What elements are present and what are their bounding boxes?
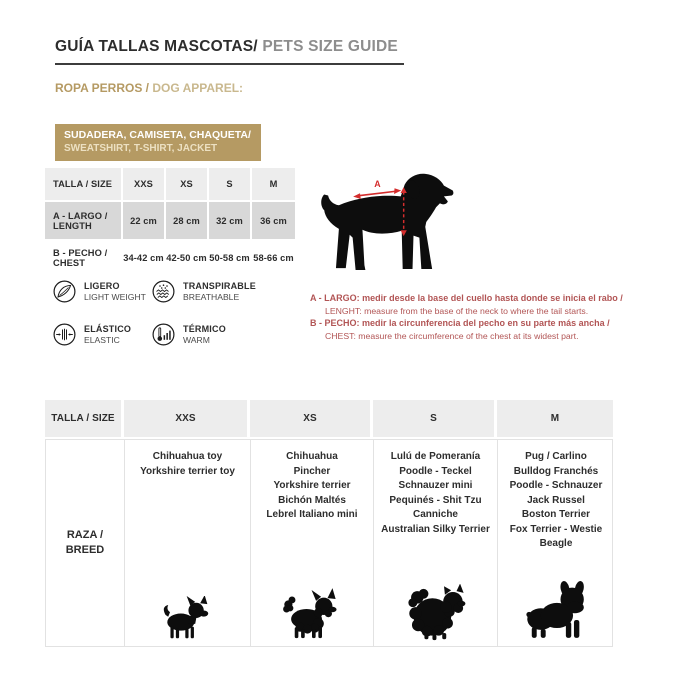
- feature-name-en: ELASTIC: [84, 334, 120, 345]
- feature-breathable: [152, 280, 256, 303]
- breed-name: Jack Russel: [527, 494, 585, 506]
- breed-list-s: [381, 450, 490, 537]
- section-subtitle: [55, 81, 243, 95]
- subtitle-spanish: ROPA PERROS /: [55, 81, 153, 95]
- size-table-chest-row: [45, 241, 295, 274]
- dog-image-holder: [403, 584, 469, 641]
- dog-measurement-silhouette: [314, 166, 459, 272]
- length-value: 22 cm: [123, 202, 166, 239]
- chest-value: 58-66 cm: [252, 241, 295, 274]
- chest-row-label: B - PECHO / CHEST: [45, 241, 123, 274]
- feature-lightweight: [53, 280, 146, 303]
- feature-name-en: WARM: [183, 334, 210, 345]
- french-bulldog-silhouette: [521, 581, 591, 641]
- raza-label: RAZA /: [66, 529, 104, 541]
- breed-table-body: [45, 439, 613, 647]
- dog-image-holder: [282, 588, 342, 641]
- feature-name-es: ELÁSTICO: [84, 324, 132, 334]
- breed-name: Bichón Maltés: [278, 494, 346, 506]
- feature-elastic: [53, 323, 131, 346]
- breed-table-header-cell: M: [497, 400, 613, 437]
- feature-name-en: BREATHABLE: [183, 291, 240, 302]
- note-a-english: LENGHT: measure from the base of the neck to where the tail starts.: [325, 305, 589, 316]
- breed-name: Bulldog Franchés: [513, 465, 599, 477]
- breed-name: Yorkshire terrier: [273, 480, 351, 491]
- breed-name: Beagle: [539, 538, 573, 549]
- category-line-english: SWEATSHIRT, T-SHIRT, JACKET: [64, 143, 218, 154]
- length-value: 36 cm: [252, 202, 295, 239]
- thermometer-icon: [152, 323, 175, 346]
- title-spanish: GUÍA TALLAS MASCOTAS/: [55, 38, 258, 55]
- size-table-header-cell: M: [252, 168, 295, 200]
- feature-label: [183, 323, 226, 345]
- dog-image-holder: [521, 581, 591, 641]
- elastic-icon: [53, 323, 76, 346]
- size-table: [45, 168, 295, 274]
- page-title: [55, 38, 404, 65]
- size-table-header-cell: XS: [166, 168, 209, 200]
- feature-name-es: TÉRMICO: [183, 324, 226, 334]
- breed-table-header-cell: S: [373, 400, 497, 437]
- breed-name: Canniche: [412, 509, 458, 520]
- note-b-english: CHEST: measure the circumference of the chest at its widest part.: [325, 330, 579, 341]
- feature-label: [84, 280, 146, 302]
- feature-name-es: LIGERO: [84, 281, 120, 291]
- category-line-spanish: SUDADERA, CAMISETA, CHAQUETA/: [64, 129, 251, 141]
- breed-name: Pequinés - Shit Tzu: [389, 494, 482, 506]
- breed-table-header-cell: XXS: [124, 400, 250, 437]
- breed-name: Pug / Carlino: [525, 451, 587, 462]
- length-value: 28 cm: [166, 202, 209, 239]
- breed-name: Boston Terrier: [521, 509, 591, 520]
- breed-cell-xxs: [125, 440, 251, 646]
- breed-name: Lulú de Pomeranía: [390, 451, 481, 462]
- longhair-chihuahua-silhouette: [282, 588, 342, 641]
- feature-name-es: TRANSPIRABLE: [183, 281, 256, 291]
- breed-table-header-row: [45, 400, 613, 437]
- breed-name: Poodle - Teckel: [399, 465, 472, 477]
- length-value: 32 cm: [209, 202, 252, 239]
- breed-cell-s: [374, 440, 498, 646]
- size-table-header-cell: S: [209, 168, 252, 200]
- note-b-spanish: B - PECHO: medir la circunferencia del pecho en su parte más ancha /: [310, 318, 610, 328]
- feature-warm: [152, 323, 226, 346]
- measurement-diagram: [314, 166, 459, 277]
- breed-name: Yorkshire terrier toy: [140, 465, 235, 477]
- size-table-header-row: [45, 168, 295, 200]
- chest-value: 34-42 cm: [123, 241, 166, 274]
- length-row-label: A - LARGO / LENGTH: [45, 202, 123, 239]
- category-badge: [55, 124, 261, 161]
- breed-name: Chihuahua: [286, 451, 338, 462]
- pomeranian-silhouette: [403, 584, 469, 641]
- breed-table-header-cell: TALLA / SIZE: [45, 400, 124, 437]
- label-a: A: [374, 179, 381, 190]
- feather-icon: [53, 280, 76, 303]
- breed-list-m: [510, 450, 603, 552]
- dog-image-holder: [161, 596, 215, 641]
- breathable-icon: [152, 280, 175, 303]
- chihuahua-silhouette: [161, 596, 215, 641]
- breed-name: Chihuahua toy: [152, 451, 223, 462]
- note-a-spanish: A - LARGO: medir desde la base del cuello hasta donde se inicia el rabo /: [310, 293, 623, 303]
- breed-name: Australian Silky Terrier: [381, 523, 490, 535]
- chest-value: 42-50 cm: [166, 241, 209, 274]
- subtitle-english: DOG APPAREL:: [152, 81, 244, 95]
- breed-list-xs: [266, 450, 357, 523]
- feature-name-en: LIGHT WEIGHT: [84, 291, 146, 302]
- breed-name: Pincher: [293, 465, 331, 477]
- title-english: PETS SIZE GUIDE: [257, 38, 398, 55]
- feature-label: [84, 323, 131, 345]
- feature-label: [183, 280, 256, 302]
- measure-notes: [310, 292, 688, 342]
- breed-list-xxs: [140, 450, 235, 479]
- breed-name: Poodle - Schnauzer: [509, 480, 603, 491]
- chest-value: 50-58 cm: [209, 241, 252, 274]
- size-table-header-cell: TALLA / SIZE: [45, 168, 123, 200]
- breed-cell-m: [498, 440, 614, 646]
- breed-cell-xs: [251, 440, 374, 646]
- size-table-length-row: [45, 200, 295, 241]
- breed-name: Lebrel Italiano mini: [266, 509, 358, 520]
- breed-name: Schnauzer mini: [398, 480, 473, 491]
- breed-table: [45, 400, 613, 647]
- breed-row-label-cell: [46, 440, 125, 646]
- breed-label: BREED: [65, 544, 105, 556]
- size-table-header-cell: XXS: [123, 168, 166, 200]
- breed-table-header-cell: XS: [250, 400, 373, 437]
- breed-name: Fox Terrier - Westie: [509, 523, 603, 535]
